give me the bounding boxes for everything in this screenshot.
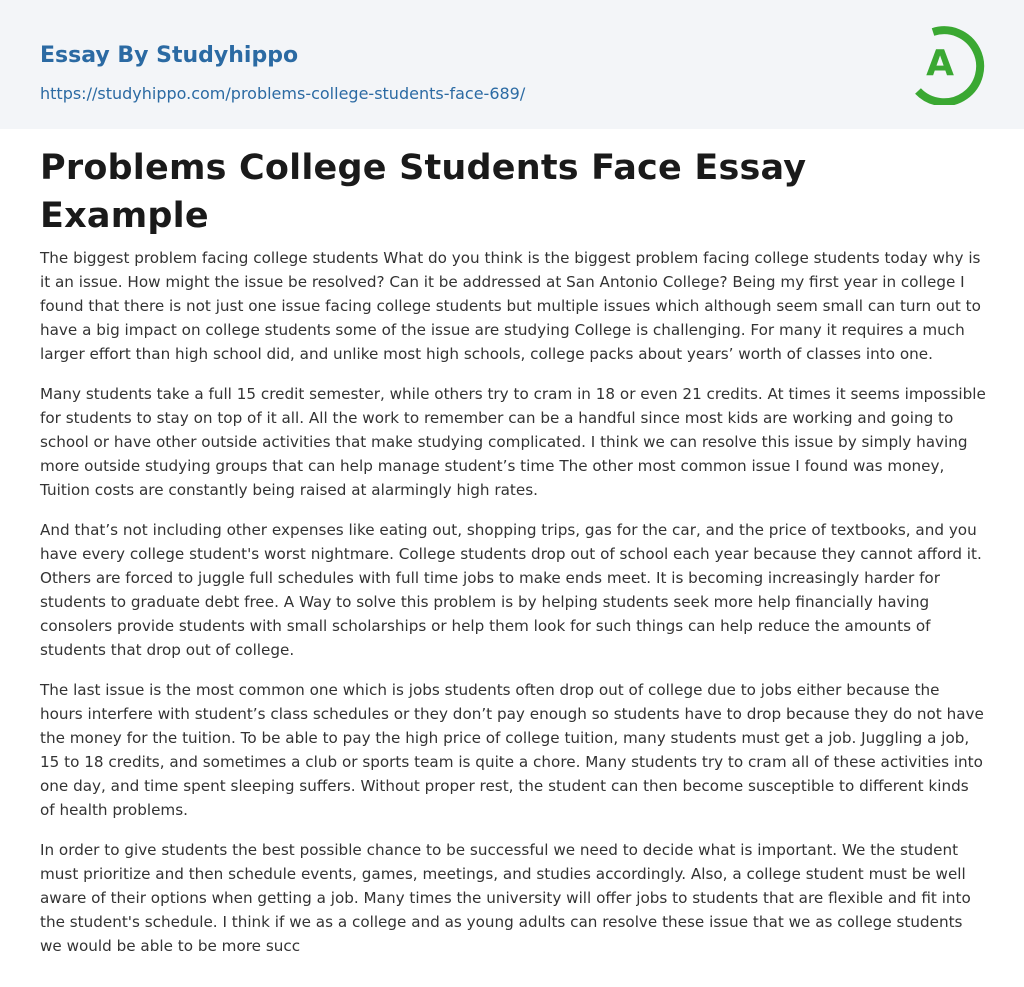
page-url-link[interactable]: https://studyhippo.com/problems-college-students-face-689/ [40,84,526,103]
logo-letter: A [926,43,954,84]
article-paragraph-3: And that’s not including other expenses like eating out, shopping trips, gas for the car, and the price of textbooks, and you have every college student's worst nightmare. College students drop out of school each year because they cannot afford it. Others are forced to juggle full schedules with full time jobs to make ends meet. It is becoming increasingly harder for students to graduate debt free. A Way to solve this problem is by helping students seek more help financially having consolers provide students with small scholarships or help them look for such things can help reduce the amounts of students that drop out of college. [40,521,982,659]
site-header [0,0,1024,129]
article-paragraph-1: The biggest problem facing college students What do you think is the biggest problem facing college students today why is it an issue. How might the issue be resolved? Can it be addressed at San Antonio College? Being my first year in college I found that there is not just one issue facing college students but multiple issues which although seem small can turn out to have a big impact on college students some of the issue are studying College is challenging. For many it requires a much larger effort than high school did, and unlike most high schools, college packs about years’ worth of classes into one. [40,249,981,363]
article-body [40,246,986,958]
site-brand[interactable]: Essay By Studyhippo [40,43,299,68]
page-title: Problems College Students Face Essay Example [40,148,807,236]
article-paragraph-2: Many students take a full 15 credit semester, while others try to cram in 18 or even 21 credits. At times it seems impossible for students to stay on top of it all. All the work to remember can be a handful since most kids are working and going to school or have other outside activities that make studying complicated. I think we can resolve this issue by simply having more outside studying groups that can help manage student’s time The other most common issue I found was money, Tuition costs are constantly being raised at alarmingly high rates. [40,385,986,499]
studyhippo-logo-icon[interactable] [912,19,986,105]
article-paragraph-5: In order to give students the best possible chance to be successful we need to decide what is important. We the student must prioritize and then schedule events, games, meetings, and studies accordingly. Also, a college student must be well aware of their options when getting a job. Many times the university will offer jobs to students that are flexible and fit into the student's schedule. I think if we as a college and as young adults can resolve these issue that we as college students we would be able to be more succ [40,841,971,955]
article-paragraph-4: The last issue is the most common one which is jobs students often drop out of college due to jobs either because the hours interfere with student’s class schedules or they don’t pay enough so students have to drop because they do not have the money for the tuition. To be able to pay the high price of college tuition, many students must get a job. Juggling a job, 15 to 18 credits, and sometimes a club or sports team is quite a chore. Many students try to cram all of these activities into one day, and time spent sleeping suffers. Without proper rest, the student can then become susceptible to different kinds of health problems. [40,681,984,819]
article [40,144,986,974]
